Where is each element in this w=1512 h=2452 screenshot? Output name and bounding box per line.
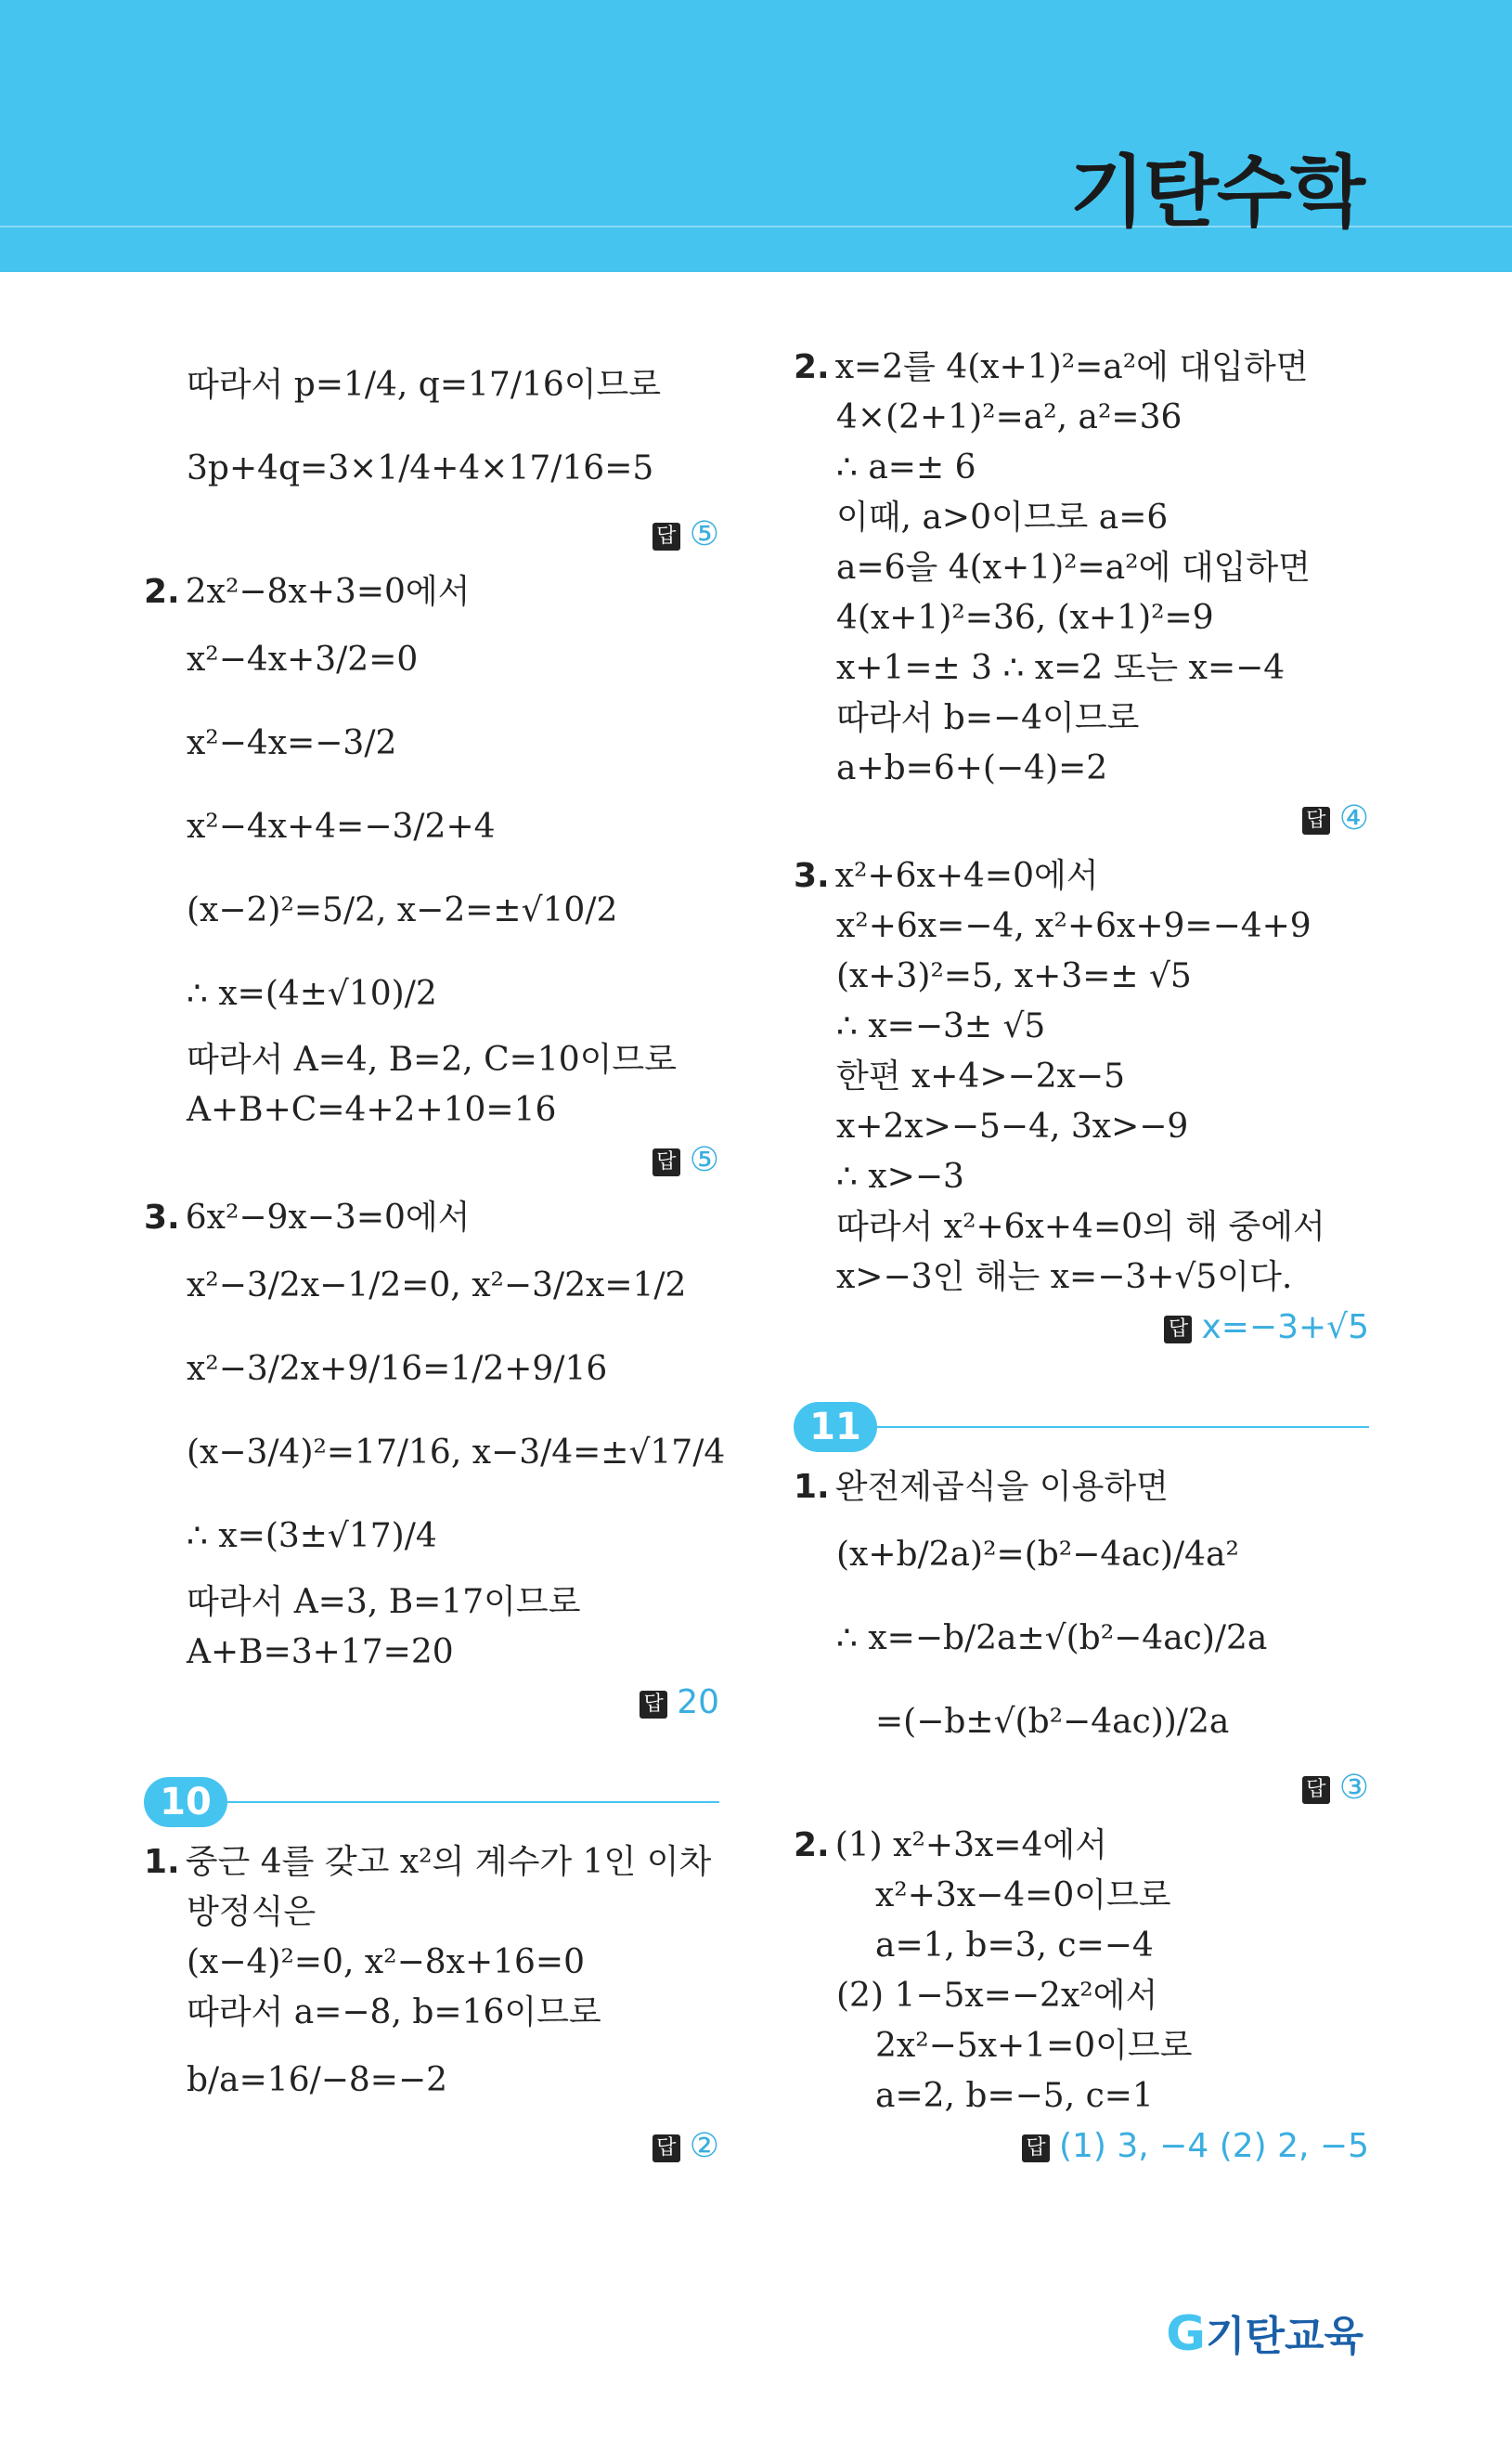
line: 완전제곱식을 이용하면 [834, 1468, 1169, 1506]
line: (2) 1−5x=−2x²에서 [836, 1977, 1158, 2015]
section-badge: 10 [144, 1777, 227, 1827]
footer-logo-text: 기탄교육 [1205, 2313, 1363, 2360]
answer-marker-icon: 답 [1022, 2134, 1050, 2162]
answer-value: ② [689, 2127, 719, 2165]
answer-row [144, 1679, 719, 1736]
section-header-10 [144, 1764, 719, 1838]
line: ∴ x>−3 [836, 1158, 964, 1196]
line: 2x²−5x+1=0이므로 [875, 2027, 1193, 2065]
answer-value: ⑤ [689, 515, 719, 553]
line: 중근 4를 갖고 x²의 계수가 1인 이차 [185, 1843, 712, 1881]
problem-number: 2. [794, 348, 830, 386]
line: ∴ x=−3± √5 [836, 1007, 1046, 1045]
line: a=1, b=3, c=−4 [875, 1927, 1154, 1965]
answer-value: ③ [1338, 1769, 1369, 1807]
section-header-11 [794, 1389, 1369, 1463]
answer-row [794, 2122, 1369, 2180]
answer-row [144, 511, 719, 568]
line: 따라서 b=−4이므로 [836, 699, 1140, 737]
problem-number: 2. [794, 1826, 830, 1864]
problem-header [144, 1194, 719, 1244]
line: 따라서 p=1/4, q=17/16이므로 [187, 366, 662, 404]
line: ∴ x=−b/2a±√(b²−4ac)/2a [836, 1619, 1268, 1657]
section-badge: 11 [794, 1402, 877, 1452]
line: 3p+4q=3×1/4+4×17/16=5 [187, 449, 654, 487]
answer-row [794, 1304, 1369, 1361]
line: 따라서 x²+6x+4=0의 해 중에서 [836, 1208, 1325, 1246]
section-rule [200, 1801, 719, 1803]
line: a=6을 4(x+1)²=a²에 대입하면 [836, 549, 1311, 587]
section-rule [849, 1426, 1369, 1428]
answer-marker-icon: 답 [1302, 1776, 1330, 1804]
answer-value: ⑤ [689, 1141, 719, 1179]
line: x²−3/2x+9/16=1/2+9/16 [187, 1350, 608, 1388]
line: x>−3인 해는 x=−3+√5이다. [836, 1258, 1293, 1296]
right-column [794, 344, 1369, 2180]
answer-marker-icon: 답 [653, 1148, 680, 1176]
line: x=2를 4(x+1)²=a²에 대입하면 [834, 348, 1309, 386]
line: 한편 x+4>−2x−5 [836, 1057, 1125, 1096]
answer-value: (1) 3, −4 (2) 2, −5 [1058, 2127, 1369, 2165]
line: (x−4)²=0, x²−8x+16=0 [187, 1943, 585, 1981]
line: x+1=± 3 ∴ x=2 또는 x=−4 [836, 649, 1286, 687]
line: =(−b±√(b²−4ac))/2a [875, 1703, 1230, 1741]
line: ∴ a=± 6 [836, 448, 976, 487]
answer-row [794, 795, 1369, 852]
answer-marker-icon: 답 [1164, 1316, 1192, 1343]
line: 4×(2+1)²=a², a²=36 [836, 398, 1182, 436]
answer-row [144, 1136, 719, 1194]
left-column [144, 344, 726, 2180]
line: 2x²−8x+3=0에서 [185, 573, 471, 611]
answer-row [794, 1764, 1369, 1822]
problem-header [144, 1838, 719, 1888]
logo-g-icon: G [1166, 2306, 1206, 2362]
line: 6x²−9x−3=0에서 [185, 1199, 471, 1237]
line: 이때, a>0이므로 a=6 [836, 499, 1169, 537]
problem-header [794, 852, 1369, 902]
problem-header [794, 1822, 1369, 1872]
line: x+2x>−5−4, 3x>−9 [836, 1108, 1189, 1146]
line: x²−3/2x−1/2=0, x²−3/2x=1/2 [187, 1266, 687, 1304]
line: x²+6x=−4, x²+6x+9=−4+9 [836, 907, 1312, 945]
line: ∴ x=(4±√10)/2 [187, 975, 437, 1013]
line: A+B=3+17=20 [187, 1633, 454, 1671]
line: (x−2)²=5/2, x−2=±√10/2 [187, 891, 618, 929]
line: x²+6x+4=0에서 [834, 857, 1099, 895]
line: a+b=6+(−4)=2 [836, 749, 1108, 787]
line: 방정식은 [187, 1893, 317, 1931]
line: ∴ x=(3±√17)/4 [187, 1517, 437, 1555]
answer-marker-icon: 답 [653, 523, 680, 551]
line: x²−4x+3/2=0 [187, 641, 419, 679]
answer-marker-icon: 답 [640, 1691, 667, 1719]
answer-marker-icon: 답 [653, 2134, 680, 2162]
line: 따라서 a=−8, b=16이므로 [187, 1993, 601, 2031]
problem-number: 2. [144, 573, 180, 611]
line: (1) x²+3x=4에서 [834, 1826, 1107, 1864]
line: 따라서 A=4, B=2, C=10이므로 [187, 1041, 677, 1079]
line: x²−4x=−3/2 [187, 724, 397, 762]
problem-number: 3. [794, 857, 830, 895]
answer-value: 20 [677, 1683, 719, 1721]
answer-value: x=−3+√5 [1201, 1308, 1369, 1346]
line: b/a=16/−8=−2 [187, 2061, 448, 2099]
problem-header [794, 1463, 1369, 1513]
problem-header [794, 344, 1369, 394]
answer-value: ④ [1338, 799, 1369, 837]
answer-marker-icon: 답 [1302, 807, 1330, 835]
problem-number: 1. [794, 1468, 830, 1506]
problem-number: 1. [144, 1843, 180, 1881]
footer-logo [1166, 2303, 1363, 2362]
line: 따라서 A=3, B=17이므로 [187, 1583, 581, 1621]
line: (x−3/4)²=17/16, x−3/4=±√17/4 [187, 1434, 726, 1472]
answer-row [144, 2122, 719, 2180]
line: (x+b/2a)²=(b²−4ac)/4a² [836, 1536, 1239, 1574]
line: A+B+C=4+2+10=16 [187, 1091, 557, 1129]
line: x²−4x+4=−3/2+4 [187, 808, 496, 846]
brand-logo: 기탄수학 [1069, 147, 1363, 238]
line: 4(x+1)²=36, (x+1)²=9 [836, 599, 1214, 637]
problem-header [144, 568, 719, 618]
line: (x+3)²=5, x+3=± √5 [836, 957, 1192, 995]
line: a=2, b=−5, c=1 [875, 2077, 1154, 2115]
line: x²+3x−4=0이므로 [875, 1876, 1171, 1914]
problem-number: 3. [144, 1199, 180, 1237]
